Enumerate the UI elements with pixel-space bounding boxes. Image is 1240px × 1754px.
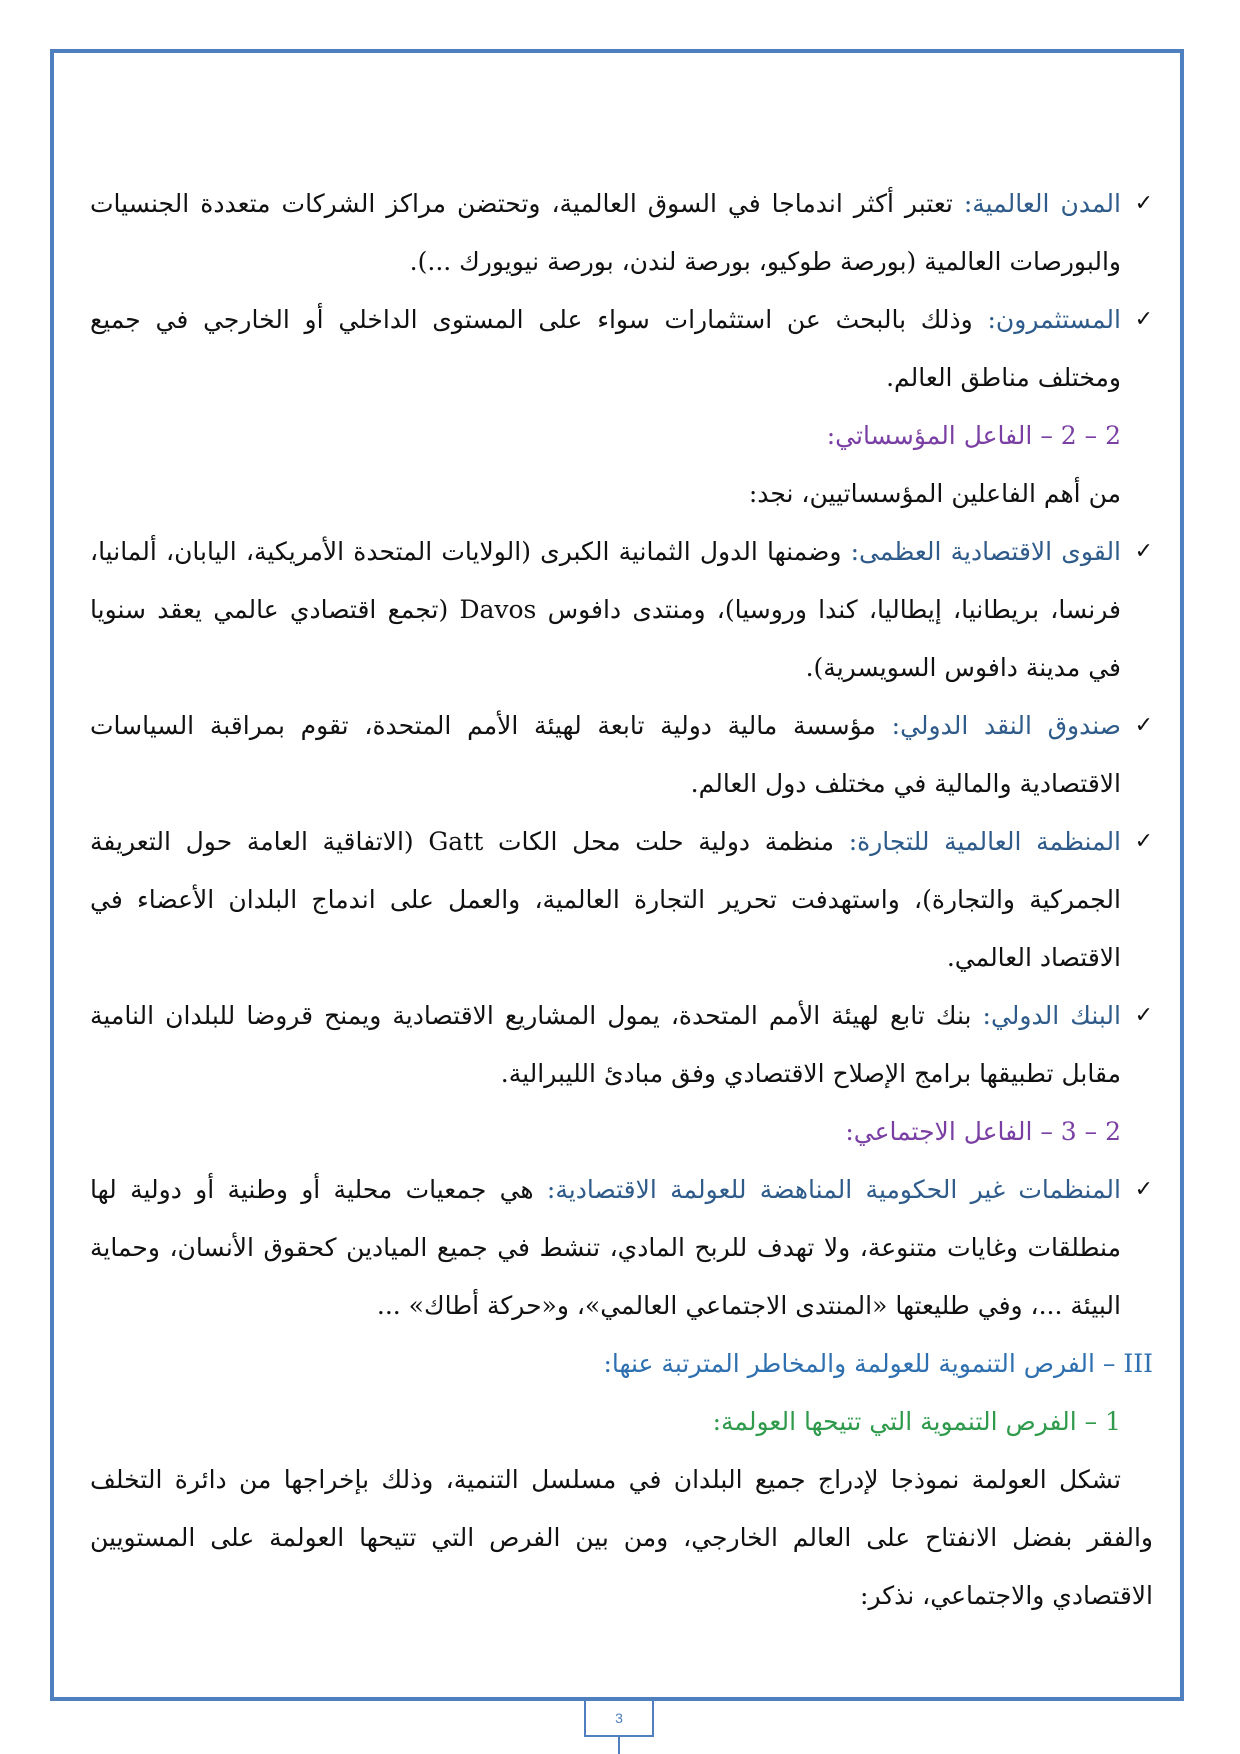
item-term: القوى الاقتصادية العظمى: <box>850 537 1122 566</box>
section-heading-1: 1 – الفرص التنموية التي تتيحها العولمة: <box>712 1407 1121 1436</box>
item-term: المستثمرون: <box>987 305 1121 334</box>
checkmark-icon: ✓ <box>1134 713 1153 738</box>
checkmark-icon: ✓ <box>1134 307 1153 332</box>
item-text: وضمنها الدول الثمانية الكبرى (الولايات المتحدة الأمريكية، اليابان، ألمانيا، فرنسا، بريطانيا، إيطاليا، كندا وروسيا)، ومنتدى دافوس Davos (تجمع اقتصادي عالمي يعقد سنويا في مدينة دافوس السويسرية). <box>90 537 1121 682</box>
list-item-wto <box>90 813 1153 987</box>
item-text: وذلك بالبحث عن استثمارات سواء على المستوى الداخلي أو الخارجي في جميع ومختلف مناطق العالم. <box>90 305 1121 392</box>
section-heading-2-2: 2 – 2 – الفاعل المؤسساتي: <box>826 421 1121 450</box>
section-intro: من أهم الفاعلين المؤسساتيين، نجد: <box>748 479 1121 508</box>
item-term: المنظمة العالمية للتجارة: <box>848 827 1122 856</box>
section-heading-III: III – الفرص التنموية للعولمة والمخاطر المترتبة عنها: <box>603 1349 1153 1378</box>
item-term: البنك الدولي: <box>982 1001 1121 1030</box>
checkmark-icon: ✓ <box>1134 539 1153 564</box>
body-paragraph: تشكل العولمة نموذجا لإدراج جميع البلدان في مسلسل التنمية، وذلك بإخراجها من دائرة التخلف والفقر بفضل الانفتاح على العالم الخارجي، ومن بين الفرص التي تتيحها العولمة على المستويين الاقتصادي والاجتماعي، نذكر: <box>90 1465 1153 1610</box>
section-heading-2-3: 2 – 3 – الفاعل الاجتماعي: <box>845 1117 1121 1146</box>
list-item-investors <box>90 291 1153 407</box>
item-text: منظمة دولية حلت محل الكات Gatt (الاتفاقية العامة حول التعريفة الجمركية والتجارة)، واستهدفت تحرير التجارة العالمية، والعمل على اندماج البلدان الأعضاء في الاقتصاد العالمي. <box>90 827 1121 972</box>
item-text: هي جمعيات محلية أو وطنية أو دولية لها منطلقات وغايات متنوعة، ولا تهدف للربح المادي، تنشط في جميع الميادين كحقوق الأنسان، وحماية البيئة ...، وفي طليعتها «المنتدى الاجتماعي العالمي»، و«حركة أطاك» ... <box>90 1175 1121 1320</box>
list-item-imf <box>90 697 1153 813</box>
item-text: بنك تابع لهيئة الأمم المتحدة، يمول المشاريع الاقتصادية ويمنح قروضا للبلدان النامية مقابل تطبيقها برامج الإصلاح الاقتصادي وفق مبادئ الليبرالية. <box>90 1001 1121 1088</box>
document-body <box>90 175 1153 1625</box>
item-text: مؤسسة مالية دولية تابعة لهيئة الأمم المتحدة، تقوم بمراقبة السياسات الاقتصادية والمالية في مختلف دول العالم. <box>90 711 1121 798</box>
page-number-connector <box>618 1737 620 1754</box>
item-term: صندوق النقد الدولي: <box>891 711 1121 740</box>
list-item-world-bank <box>90 987 1153 1103</box>
checkmark-icon: ✓ <box>1134 1003 1153 1028</box>
list-item-global-cities <box>90 175 1153 291</box>
checkmark-icon: ✓ <box>1134 829 1153 854</box>
checkmark-icon: ✓ <box>1134 191 1153 216</box>
item-text: تعتبر أكثر اندماجا في السوق العالمية، وتحتضن مراكز الشركات متعددة الجنسيات والبورصات العالمية (بورصة طوكيو، بورصة لندن، بورصة نيويورك ...). <box>90 189 1121 276</box>
list-item-superpowers <box>90 523 1153 697</box>
page-number: 3 <box>584 1701 654 1737</box>
list-item-ngos <box>90 1161 1153 1335</box>
item-term: المدن العالمية: <box>963 189 1121 218</box>
item-term: المنظمات غير الحكومية المناهضة للعولمة الاقتصادية: <box>546 1175 1121 1204</box>
checkmark-icon: ✓ <box>1134 1177 1153 1202</box>
